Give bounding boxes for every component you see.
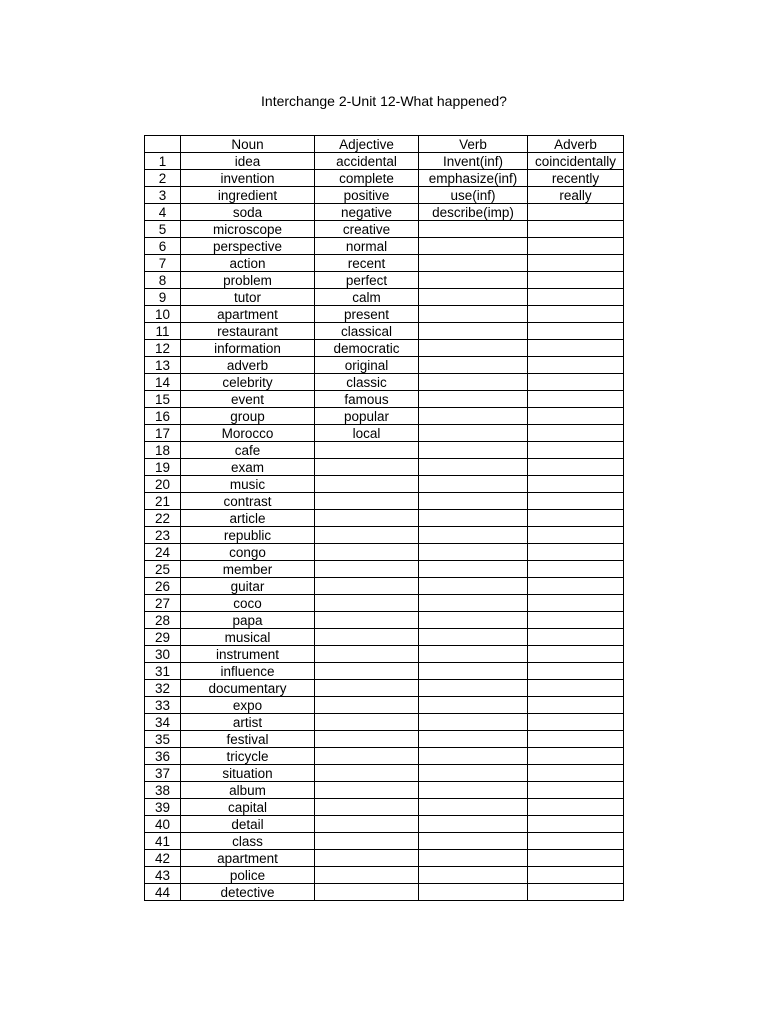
- verb-cell: [419, 544, 528, 561]
- table-row: [145, 680, 624, 697]
- adjective-cell: [315, 782, 419, 799]
- verb-cell: [419, 442, 528, 459]
- row-number-cell: 41: [145, 833, 181, 850]
- row-number-cell: 38: [145, 782, 181, 799]
- adjective-cell: classical: [315, 323, 419, 340]
- adjective-cell: [315, 561, 419, 578]
- row-number-cell: 22: [145, 510, 181, 527]
- table-row: [145, 816, 624, 833]
- row-number-cell: 26: [145, 578, 181, 595]
- adverb-cell: recently: [528, 170, 624, 187]
- adverb-cell: [528, 442, 624, 459]
- verb-cell: [419, 221, 528, 238]
- noun-cell: perspective: [181, 238, 315, 255]
- table-row: [145, 459, 624, 476]
- table-row: [145, 561, 624, 578]
- adjective-cell: [315, 663, 419, 680]
- verb-cell: [419, 238, 528, 255]
- verb-cell: [419, 561, 528, 578]
- header-adjective: Adjective: [315, 136, 419, 153]
- table-row: [145, 340, 624, 357]
- table-row: [145, 408, 624, 425]
- adverb-cell: [528, 459, 624, 476]
- noun-cell: capital: [181, 799, 315, 816]
- verb-cell: [419, 408, 528, 425]
- verb-cell: [419, 493, 528, 510]
- header-number: [145, 136, 181, 153]
- table-row: [145, 799, 624, 816]
- table-row: [145, 204, 624, 221]
- table-row: [145, 255, 624, 272]
- adverb-cell: really: [528, 187, 624, 204]
- adjective-cell: [315, 442, 419, 459]
- verb-cell: [419, 731, 528, 748]
- row-number-cell: 2: [145, 170, 181, 187]
- verb-cell: [419, 374, 528, 391]
- table-body: [145, 153, 624, 901]
- verb-cell: [419, 476, 528, 493]
- table-row: [145, 493, 624, 510]
- adjective-cell: popular: [315, 408, 419, 425]
- adverb-cell: [528, 663, 624, 680]
- adverb-cell: [528, 612, 624, 629]
- noun-cell: album: [181, 782, 315, 799]
- noun-cell: contrast: [181, 493, 315, 510]
- noun-cell: microscope: [181, 221, 315, 238]
- noun-cell: exam: [181, 459, 315, 476]
- verb-cell: [419, 595, 528, 612]
- verb-cell: [419, 833, 528, 850]
- adverb-cell: [528, 867, 624, 884]
- verb-cell: emphasize(inf): [419, 170, 528, 187]
- verb-cell: [419, 391, 528, 408]
- noun-cell: cafe: [181, 442, 315, 459]
- table-row: [145, 714, 624, 731]
- adjective-cell: normal: [315, 238, 419, 255]
- vocabulary-table: [144, 135, 624, 901]
- noun-cell: celebrity: [181, 374, 315, 391]
- noun-cell: adverb: [181, 357, 315, 374]
- noun-cell: music: [181, 476, 315, 493]
- row-number-cell: 28: [145, 612, 181, 629]
- noun-cell: problem: [181, 272, 315, 289]
- adverb-cell: [528, 680, 624, 697]
- table-row: [145, 357, 624, 374]
- adjective-cell: [315, 867, 419, 884]
- row-number-cell: 3: [145, 187, 181, 204]
- row-number-cell: 39: [145, 799, 181, 816]
- row-number-cell: 16: [145, 408, 181, 425]
- row-number-cell: 17: [145, 425, 181, 442]
- table-row: [145, 153, 624, 170]
- table-row: [145, 748, 624, 765]
- adjective-cell: negative: [315, 204, 419, 221]
- noun-cell: congo: [181, 544, 315, 561]
- adverb-cell: [528, 595, 624, 612]
- adjective-cell: calm: [315, 289, 419, 306]
- adjective-cell: [315, 765, 419, 782]
- verb-cell: [419, 323, 528, 340]
- adjective-cell: [315, 629, 419, 646]
- verb-cell: [419, 612, 528, 629]
- table-row: [145, 595, 624, 612]
- noun-cell: situation: [181, 765, 315, 782]
- adverb-cell: [528, 884, 624, 901]
- table-row: [145, 221, 624, 238]
- table-row: [145, 272, 624, 289]
- adjective-cell: accidental: [315, 153, 419, 170]
- row-number-cell: 8: [145, 272, 181, 289]
- adverb-cell: [528, 374, 624, 391]
- noun-cell: tutor: [181, 289, 315, 306]
- noun-cell: information: [181, 340, 315, 357]
- header-adverb: Adverb: [528, 136, 624, 153]
- adjective-cell: present: [315, 306, 419, 323]
- noun-cell: restaurant: [181, 323, 315, 340]
- adjective-cell: original: [315, 357, 419, 374]
- row-number-cell: 40: [145, 816, 181, 833]
- adjective-cell: democratic: [315, 340, 419, 357]
- adjective-cell: [315, 595, 419, 612]
- table-row: [145, 374, 624, 391]
- table-row: [145, 612, 624, 629]
- noun-cell: detective: [181, 884, 315, 901]
- noun-cell: expo: [181, 697, 315, 714]
- table-row: [145, 425, 624, 442]
- adjective-cell: [315, 459, 419, 476]
- adverb-cell: [528, 697, 624, 714]
- table-row: [145, 170, 624, 187]
- adverb-cell: [528, 425, 624, 442]
- row-number-cell: 5: [145, 221, 181, 238]
- table-row: [145, 510, 624, 527]
- row-number-cell: 24: [145, 544, 181, 561]
- verb-cell: [419, 663, 528, 680]
- noun-cell: group: [181, 408, 315, 425]
- verb-cell: [419, 357, 528, 374]
- verb-cell: [419, 459, 528, 476]
- adjective-cell: [315, 884, 419, 901]
- adjective-cell: famous: [315, 391, 419, 408]
- table-row: [145, 238, 624, 255]
- verb-cell: [419, 680, 528, 697]
- adverb-cell: [528, 476, 624, 493]
- adverb-cell: [528, 340, 624, 357]
- row-number-cell: 4: [145, 204, 181, 221]
- verb-cell: [419, 850, 528, 867]
- verb-cell: [419, 867, 528, 884]
- row-number-cell: 14: [145, 374, 181, 391]
- noun-cell: influence: [181, 663, 315, 680]
- row-number-cell: 27: [145, 595, 181, 612]
- adjective-cell: [315, 476, 419, 493]
- verb-cell: [419, 255, 528, 272]
- adjective-cell: [315, 816, 419, 833]
- adjective-cell: [315, 731, 419, 748]
- adverb-cell: [528, 323, 624, 340]
- adjective-cell: creative: [315, 221, 419, 238]
- table-row: [145, 850, 624, 867]
- row-number-cell: 12: [145, 340, 181, 357]
- row-number-cell: 29: [145, 629, 181, 646]
- row-number-cell: 19: [145, 459, 181, 476]
- noun-cell: documentary: [181, 680, 315, 697]
- row-number-cell: 7: [145, 255, 181, 272]
- adverb-cell: [528, 289, 624, 306]
- adverb-cell: [528, 204, 624, 221]
- table-row: [145, 663, 624, 680]
- adverb-cell: [528, 578, 624, 595]
- table-row: [145, 442, 624, 459]
- adjective-cell: [315, 544, 419, 561]
- adjective-cell: [315, 748, 419, 765]
- verb-cell: [419, 578, 528, 595]
- adverb-cell: [528, 272, 624, 289]
- noun-cell: coco: [181, 595, 315, 612]
- noun-cell: class: [181, 833, 315, 850]
- verb-cell: [419, 782, 528, 799]
- table-row: [145, 391, 624, 408]
- noun-cell: guitar: [181, 578, 315, 595]
- verb-cell: [419, 697, 528, 714]
- adjective-cell: [315, 714, 419, 731]
- table-row: [145, 697, 624, 714]
- noun-cell: ingredient: [181, 187, 315, 204]
- row-number-cell: 15: [145, 391, 181, 408]
- adverb-cell: [528, 799, 624, 816]
- noun-cell: festival: [181, 731, 315, 748]
- adverb-cell: [528, 629, 624, 646]
- adverb-cell: [528, 357, 624, 374]
- adjective-cell: [315, 697, 419, 714]
- row-number-cell: 6: [145, 238, 181, 255]
- row-number-cell: 37: [145, 765, 181, 782]
- table-row: [145, 782, 624, 799]
- adjective-cell: [315, 578, 419, 595]
- adjective-cell: local: [315, 425, 419, 442]
- row-number-cell: 10: [145, 306, 181, 323]
- row-number-cell: 11: [145, 323, 181, 340]
- adverb-cell: [528, 255, 624, 272]
- verb-cell: [419, 816, 528, 833]
- adjective-cell: [315, 493, 419, 510]
- adjective-cell: positive: [315, 187, 419, 204]
- adverb-cell: [528, 850, 624, 867]
- table-row: [145, 629, 624, 646]
- verb-cell: [419, 629, 528, 646]
- table-row: [145, 578, 624, 595]
- table-row: [145, 527, 624, 544]
- table-row: [145, 884, 624, 901]
- verb-cell: [419, 748, 528, 765]
- row-number-cell: 44: [145, 884, 181, 901]
- verb-cell: [419, 425, 528, 442]
- adverb-cell: [528, 748, 624, 765]
- row-number-cell: 23: [145, 527, 181, 544]
- adverb-cell: coincidentally: [528, 153, 624, 170]
- row-number-cell: 20: [145, 476, 181, 493]
- header-noun: Noun: [181, 136, 315, 153]
- noun-cell: instrument: [181, 646, 315, 663]
- row-number-cell: 33: [145, 697, 181, 714]
- noun-cell: member: [181, 561, 315, 578]
- table-row: [145, 306, 624, 323]
- verb-cell: [419, 510, 528, 527]
- row-number-cell: 43: [145, 867, 181, 884]
- adverb-cell: [528, 561, 624, 578]
- adverb-cell: [528, 833, 624, 850]
- table-header-row: [145, 136, 624, 153]
- adjective-cell: [315, 850, 419, 867]
- row-number-cell: 9: [145, 289, 181, 306]
- adjective-cell: [315, 646, 419, 663]
- adverb-cell: [528, 408, 624, 425]
- header-verb: Verb: [419, 136, 528, 153]
- noun-cell: apartment: [181, 850, 315, 867]
- row-number-cell: 21: [145, 493, 181, 510]
- adjective-cell: recent: [315, 255, 419, 272]
- adverb-cell: [528, 646, 624, 663]
- table-row: [145, 476, 624, 493]
- verb-cell: [419, 765, 528, 782]
- table-row: [145, 731, 624, 748]
- adverb-cell: [528, 238, 624, 255]
- noun-cell: idea: [181, 153, 315, 170]
- adjective-cell: complete: [315, 170, 419, 187]
- row-number-cell: 36: [145, 748, 181, 765]
- table-row: [145, 765, 624, 782]
- verb-cell: [419, 272, 528, 289]
- adverb-cell: [528, 544, 624, 561]
- noun-cell: tricycle: [181, 748, 315, 765]
- adverb-cell: [528, 306, 624, 323]
- verb-cell: use(inf): [419, 187, 528, 204]
- row-number-cell: 35: [145, 731, 181, 748]
- row-number-cell: 31: [145, 663, 181, 680]
- table-row: [145, 833, 624, 850]
- adjective-cell: [315, 680, 419, 697]
- noun-cell: soda: [181, 204, 315, 221]
- adjective-cell: perfect: [315, 272, 419, 289]
- verb-cell: [419, 340, 528, 357]
- verb-cell: [419, 289, 528, 306]
- adverb-cell: [528, 527, 624, 544]
- adjective-cell: [315, 799, 419, 816]
- table-row: [145, 289, 624, 306]
- table-row: [145, 187, 624, 204]
- noun-cell: artist: [181, 714, 315, 731]
- row-number-cell: 25: [145, 561, 181, 578]
- noun-cell: musical: [181, 629, 315, 646]
- noun-cell: event: [181, 391, 315, 408]
- row-number-cell: 1: [145, 153, 181, 170]
- adverb-cell: [528, 782, 624, 799]
- adjective-cell: [315, 527, 419, 544]
- page-title: Interchange 2-Unit 12-What happened?: [261, 93, 507, 109]
- adverb-cell: [528, 391, 624, 408]
- row-number-cell: 32: [145, 680, 181, 697]
- adjective-cell: [315, 833, 419, 850]
- verb-cell: [419, 799, 528, 816]
- row-number-cell: 30: [145, 646, 181, 663]
- noun-cell: republic: [181, 527, 315, 544]
- table-row: [145, 867, 624, 884]
- table-row: [145, 544, 624, 561]
- verb-cell: [419, 306, 528, 323]
- noun-cell: action: [181, 255, 315, 272]
- verb-cell: Invent(inf): [419, 153, 528, 170]
- adverb-cell: [528, 714, 624, 731]
- table-row: [145, 646, 624, 663]
- noun-cell: police: [181, 867, 315, 884]
- adverb-cell: [528, 221, 624, 238]
- adjective-cell: [315, 510, 419, 527]
- verb-cell: [419, 884, 528, 901]
- row-number-cell: 13: [145, 357, 181, 374]
- table-row: [145, 323, 624, 340]
- adverb-cell: [528, 731, 624, 748]
- adverb-cell: [528, 493, 624, 510]
- row-number-cell: 34: [145, 714, 181, 731]
- noun-cell: apartment: [181, 306, 315, 323]
- row-number-cell: 42: [145, 850, 181, 867]
- adverb-cell: [528, 816, 624, 833]
- row-number-cell: 18: [145, 442, 181, 459]
- adverb-cell: [528, 510, 624, 527]
- adjective-cell: classic: [315, 374, 419, 391]
- noun-cell: article: [181, 510, 315, 527]
- noun-cell: Morocco: [181, 425, 315, 442]
- adverb-cell: [528, 765, 624, 782]
- noun-cell: papa: [181, 612, 315, 629]
- verb-cell: [419, 646, 528, 663]
- verb-cell: [419, 527, 528, 544]
- verb-cell: [419, 714, 528, 731]
- noun-cell: detail: [181, 816, 315, 833]
- noun-cell: invention: [181, 170, 315, 187]
- adjective-cell: [315, 612, 419, 629]
- verb-cell: describe(imp): [419, 204, 528, 221]
